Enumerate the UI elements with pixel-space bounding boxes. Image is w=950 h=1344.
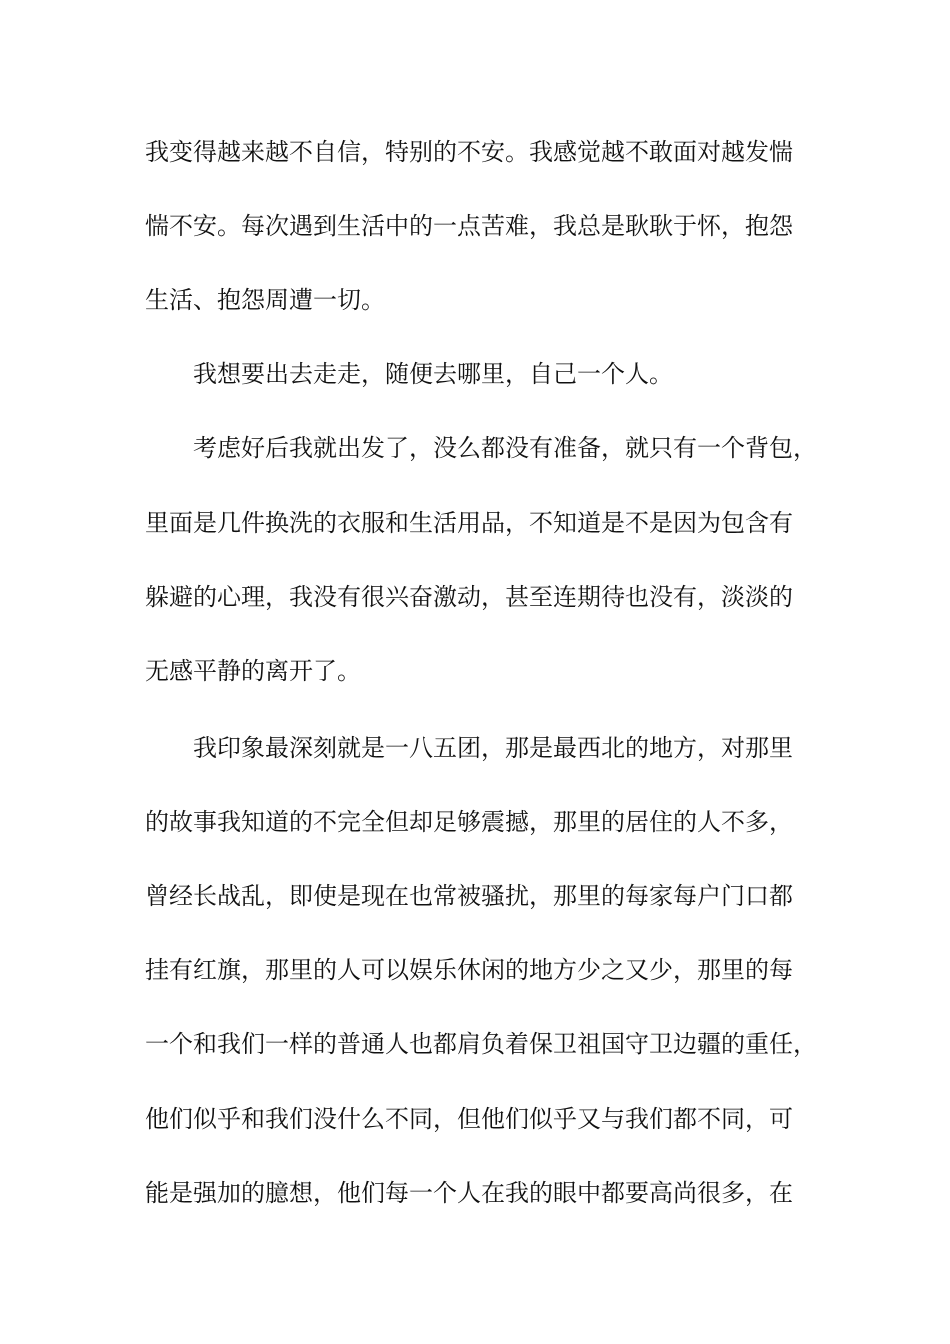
text-line: 里面是几件换洗的衣服和生活用品，不知道是不是因为包含有 [145,509,793,537]
text-line: 一个和我们一样的普通人也都肩负着保卫祖国守卫边疆的重任， [145,1030,817,1058]
text-line: 的故事我知道的不完全但却足够震撼，那里的居住的人不多， [145,808,793,836]
text-line: 惴不安。每次遇到生活中的一点苦难，我总是耿耿于怀，抱怨 [145,212,793,240]
text-line: 挂有红旗，那里的人可以娱乐休闲的地方少之又少，那里的每 [145,956,793,984]
text-line: 我变得越来越不自信，特别的不安。我感觉越不敢面对越发惴 [145,138,793,166]
text-line: 躲避的心理，我没有很兴奋激动，甚至连期待也没有，淡淡的 [145,583,793,611]
text-line: 能是强加的臆想，他们每一个人在我的眼中都要高尚很多，在 [145,1179,793,1207]
text-line: 生活、抱怨周遭一切。 [145,286,385,314]
text-line: 他们似乎和我们没什么不同，但他们似乎又与我们都不同，可 [145,1105,793,1133]
text-line: 曾经长战乱，即使是现在也常被骚扰，那里的每家每户门口都 [145,882,793,910]
paragraph-first-line: 我印象最深刻就是一八五团，那是最西北的地方，对那里 [193,734,793,762]
paragraph-first-line: 我想要出去走走，随便去哪里，自己一个人。 [193,360,673,388]
text-line: 无感平静的离开了。 [145,657,361,685]
paragraph-first-line: 考虑好后我就出发了，没么都没有准备，就只有一个背包， [193,434,817,462]
